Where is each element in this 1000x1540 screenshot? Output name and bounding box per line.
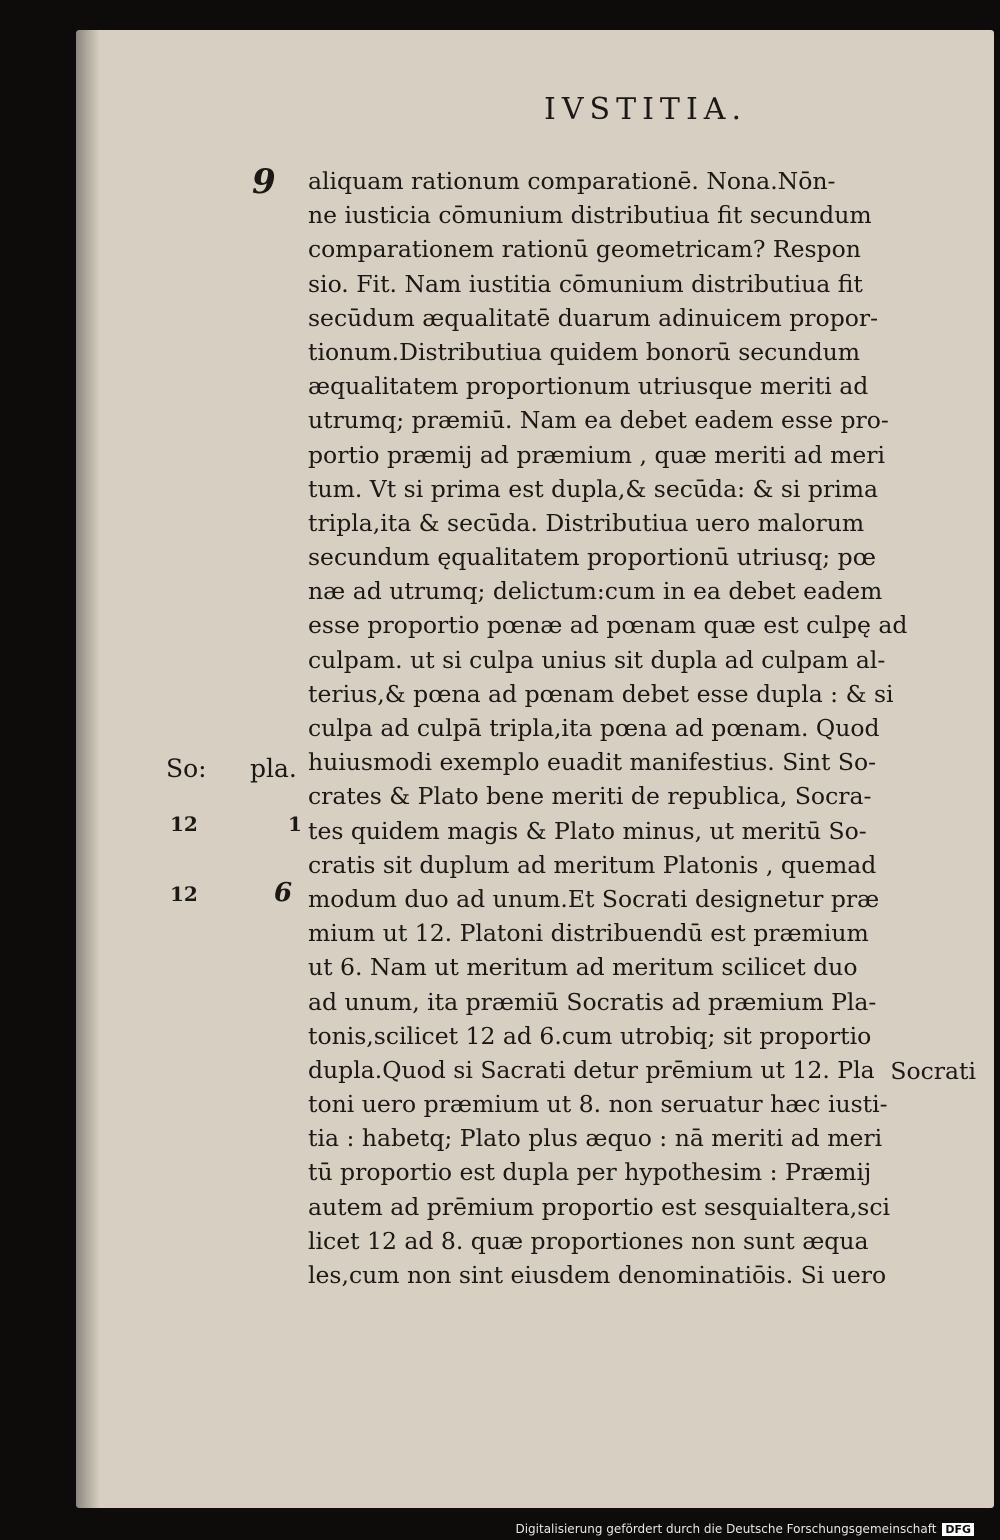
text-line: sio. Fit. Nam iustitia cōmunium distributiua fit	[308, 269, 863, 298]
text-line: secūdum æqualitatē duarum adinuicem propor-	[308, 303, 879, 332]
book-page	[76, 30, 994, 1508]
marginal-plato-prize: 6	[274, 878, 293, 908]
marginal-socrates-merit: 12	[170, 812, 198, 836]
text-line: tionum.Distributiua quidem bonorū secundum	[308, 337, 861, 366]
running-header: IVSTITIA.	[544, 92, 747, 127]
text-line: autem ad prēmium proportio est sesquialtera,sci	[308, 1192, 891, 1221]
text-line: tia : habetq; Plato plus æquo : nā meriti ad meri	[308, 1124, 883, 1153]
marginal-socrates-prize: 12	[170, 882, 198, 906]
text-line: cratis sit duplum ad meritum Platonis , quemad	[308, 850, 877, 879]
marginal-plato-label: pla.	[250, 754, 297, 783]
body-text	[308, 164, 988, 1292]
text-line: tonis,scilicet 12 ad 6.cum utrobiq; sit proportio	[308, 1021, 872, 1050]
page-gutter-shadow	[76, 30, 100, 1508]
text-line: tū proportio est dupla per hypothesim : Præmij	[308, 1158, 872, 1187]
text-line: portio præmij ad præmium , quæ meriti ad meri	[308, 440, 886, 469]
text-line: ad unum, ita præmiū Socratis ad præmium Pla-	[308, 987, 877, 1016]
text-line: tes quidem magis & Plato minus, ut meritū So-	[308, 816, 867, 845]
text-line: mium ut 12. Platoni distribuendū est præmium	[308, 919, 869, 948]
text-line: culpa ad culpā tripla,ita pœna ad pœnam. Quod	[308, 714, 880, 742]
text-line: terius,& pœna ad pœnam debet esse dupla : & si	[308, 679, 894, 708]
text-line: æqualitatem proportionum utriusque meriti ad	[308, 372, 869, 401]
text-line: comparationem rationū geometricam? Respon	[308, 235, 861, 264]
text-line: ne iusticia cōmunium distributiua fit secundum	[308, 201, 872, 230]
text-line: huiusmodi exemplo euadit manifestius. Sint So-	[308, 748, 877, 777]
funding-note: Digitalisierung gefördert durch die Deutsche Forschungsgemeinschaft	[515, 1522, 937, 1536]
text-line: toni uero præmium ut 8. non seruatur hæc iusti-	[308, 1090, 888, 1119]
text-line: culpam. ut si culpa unius sit dupla ad culpam al-	[308, 645, 886, 674]
dfg-logo: DFG	[942, 1523, 974, 1536]
text-line: esse proportio pœnæ ad pœnam quæ est culpę ad	[308, 611, 908, 640]
text-line: utrumq; præmiū. Nam ea debet eadem esse pro-	[308, 406, 889, 435]
text-line: ut 6. Nam ut meritum ad meritum scilicet duo	[308, 953, 858, 982]
text-line: tripla,ita & secūda. Distributiua uero malorum	[308, 508, 865, 537]
text-line: licet 12 ad 8. quæ proportiones non sunt æqua	[308, 1226, 869, 1255]
item-number-marginal: 9	[252, 162, 276, 202]
text-line: secundum ęqualitatem proportionū utriusq; pœ	[308, 543, 876, 572]
text-line: tum. Vt si prima est dupla,& secūda: & si prima	[308, 474, 879, 503]
marginal-socrates-label: So:	[166, 754, 207, 783]
catchword: Socrati	[890, 1057, 976, 1085]
text-line: crates & Plato bene meriti de republica, Socra-	[308, 782, 872, 811]
funding-footer	[515, 1522, 974, 1536]
text-line: les,cum non sint eiusdem denominatiōis. Si uero	[308, 1261, 887, 1289]
text-line: modum duo ad unum.Et Socrati designetur præ	[308, 884, 880, 913]
marginal-plato-merit: 1	[288, 812, 302, 836]
text-line: aliquam rationum comparationē. Nona.Nōn-	[308, 167, 836, 195]
text-line: næ ad utrumq; delictum:cum in ea debet eadem	[308, 577, 883, 606]
text-line: dupla.Quod si Sacrati detur prēmium ut 12. Pla	[308, 1055, 875, 1084]
